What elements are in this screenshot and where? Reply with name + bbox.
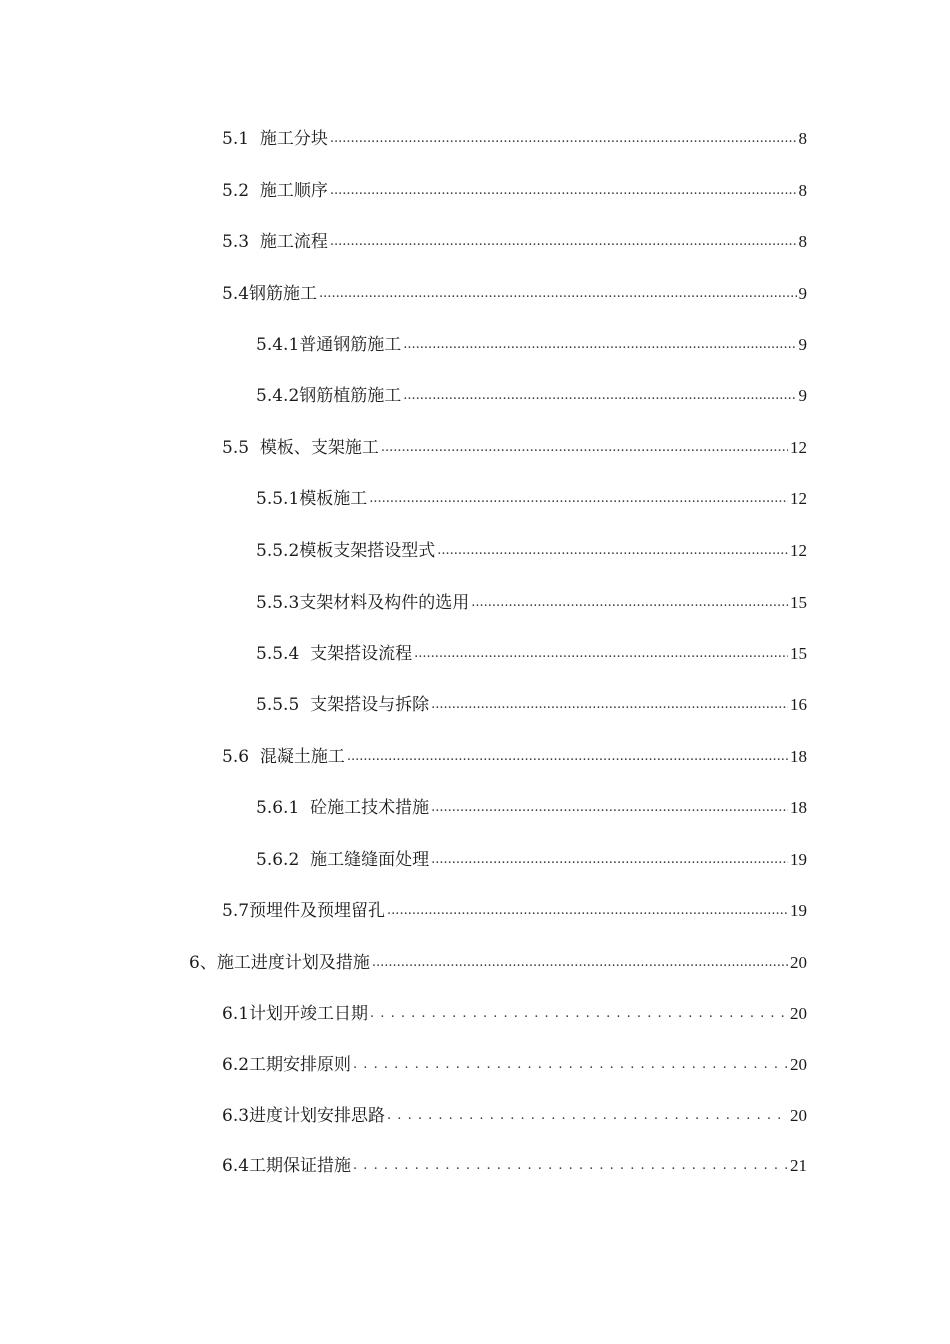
- toc-entry[interactable]: [222, 227, 807, 253]
- toc-entry[interactable]: [222, 1101, 807, 1127]
- toc-entry-title: 5.7预埋件及预埋留孔: [222, 901, 386, 921]
- toc-entry-page: 8: [798, 129, 807, 148]
- toc-entry[interactable]: [189, 948, 807, 974]
- toc-entry-title: 6.2工期安排原则: [222, 1055, 352, 1075]
- dot-leader: [431, 799, 788, 817]
- toc-entry-page: 15: [790, 593, 807, 612]
- toc-entry-page: 19: [790, 850, 807, 869]
- toc-entry-page: 15: [790, 644, 807, 663]
- dot-leader: [372, 954, 788, 972]
- toc-entry-page: 20: [790, 1106, 807, 1125]
- dot-leader: [353, 1157, 788, 1175]
- toc-entry[interactable]: [256, 845, 807, 871]
- toc-entry[interactable]: [222, 1050, 807, 1076]
- toc-entry-title: 5.4钢筋施工: [222, 284, 318, 304]
- toc-entry-page: 21: [790, 1156, 807, 1175]
- toc-entry-title: 5.5.5 支架搭设与拆除: [256, 695, 430, 715]
- toc-entry[interactable]: [256, 639, 807, 665]
- toc-entry-title: 5.3 施工流程: [222, 232, 328, 252]
- dot-leader: [414, 645, 788, 663]
- toc-entry[interactable]: [256, 536, 807, 562]
- dot-leader: [330, 130, 797, 148]
- toc-entry-page: 8: [798, 232, 807, 251]
- toc-entry-page: 8: [798, 181, 807, 200]
- toc-entry[interactable]: [222, 176, 807, 202]
- dot-leader: [437, 542, 788, 560]
- dot-leader: [403, 336, 796, 354]
- toc-entry-page: 9: [798, 284, 807, 303]
- dot-leader: [387, 902, 788, 920]
- dot-leader: [370, 1005, 788, 1023]
- toc-entry[interactable]: [222, 124, 807, 150]
- toc-entry[interactable]: [222, 999, 807, 1025]
- toc-entry-page: 20: [790, 953, 807, 972]
- dot-leader: [381, 439, 788, 457]
- dot-leader: [353, 1056, 788, 1074]
- dot-leader: [347, 748, 788, 766]
- toc-entry-page: 12: [790, 541, 807, 560]
- dot-leader: [387, 1107, 788, 1125]
- dot-leader: [403, 387, 796, 405]
- toc-entry[interactable]: [256, 330, 807, 356]
- dot-leader: [369, 490, 788, 508]
- toc-entry-page: 20: [790, 1055, 807, 1074]
- dot-leader: [330, 182, 797, 200]
- toc-entry-page: 12: [790, 489, 807, 508]
- toc-entry-title: 6、施工进度计划及措施: [189, 953, 370, 973]
- toc-entry-title: 5.2 施工顺序: [222, 181, 328, 201]
- dot-leader: [431, 851, 788, 869]
- dot-leader: [319, 285, 796, 303]
- toc-entry-title: 5.5.1模板施工: [256, 489, 368, 509]
- toc-entry[interactable]: [256, 588, 807, 614]
- toc-entry[interactable]: [222, 1151, 807, 1177]
- toc-entry[interactable]: [256, 793, 807, 819]
- toc-entry-title: 5.1 施工分块: [222, 129, 328, 149]
- toc-entry[interactable]: [256, 484, 807, 510]
- toc-entry-page: 19: [790, 901, 807, 920]
- toc-entry-page: 9: [798, 335, 807, 354]
- toc-entry-title: 5.6.2 施工缝缝面处理: [256, 850, 430, 870]
- toc-entry-title: 6.4工期保证措施: [222, 1156, 352, 1176]
- toc-entry-title: 6.3进度计划安排思路: [222, 1106, 386, 1126]
- toc-entry-page: 16: [790, 695, 807, 714]
- toc-entry[interactable]: [256, 381, 807, 407]
- toc-entry-title: 5.5.2模板支架搭设型式: [256, 541, 436, 561]
- toc-entry-title: 6.1计划开竣工日期: [222, 1004, 369, 1024]
- toc-entry-page: 12: [790, 438, 807, 457]
- toc-entry-page: 20: [790, 1004, 807, 1023]
- toc-entry[interactable]: [256, 690, 807, 716]
- toc-entry[interactable]: [222, 279, 807, 305]
- toc-entry-title: 5.6 混凝土施工: [222, 747, 345, 767]
- toc-entry-title: 5.5.3支架材料及构件的选用: [256, 593, 470, 613]
- dot-leader: [330, 233, 797, 251]
- toc-entry-title: 5.5.4 支架搭设流程: [256, 644, 413, 664]
- toc-entry-title: 5.4.2钢筋植筋施工: [256, 386, 402, 406]
- toc-entry-page: 18: [790, 747, 807, 766]
- toc-entry-title: 5.5 模板、支架施工: [222, 438, 379, 458]
- toc-entry-page: 18: [790, 798, 807, 817]
- toc-entry-title: 5.4.1普通钢筋施工: [256, 335, 402, 355]
- toc-entry[interactable]: [222, 433, 807, 459]
- toc-entry-page: 9: [798, 386, 807, 405]
- toc-entry[interactable]: [222, 896, 807, 922]
- toc-entry[interactable]: [222, 742, 807, 768]
- toc-entry-title: 5.6.1 砼施工技术措施: [256, 798, 430, 818]
- dot-leader: [471, 594, 788, 612]
- dot-leader: [431, 696, 788, 714]
